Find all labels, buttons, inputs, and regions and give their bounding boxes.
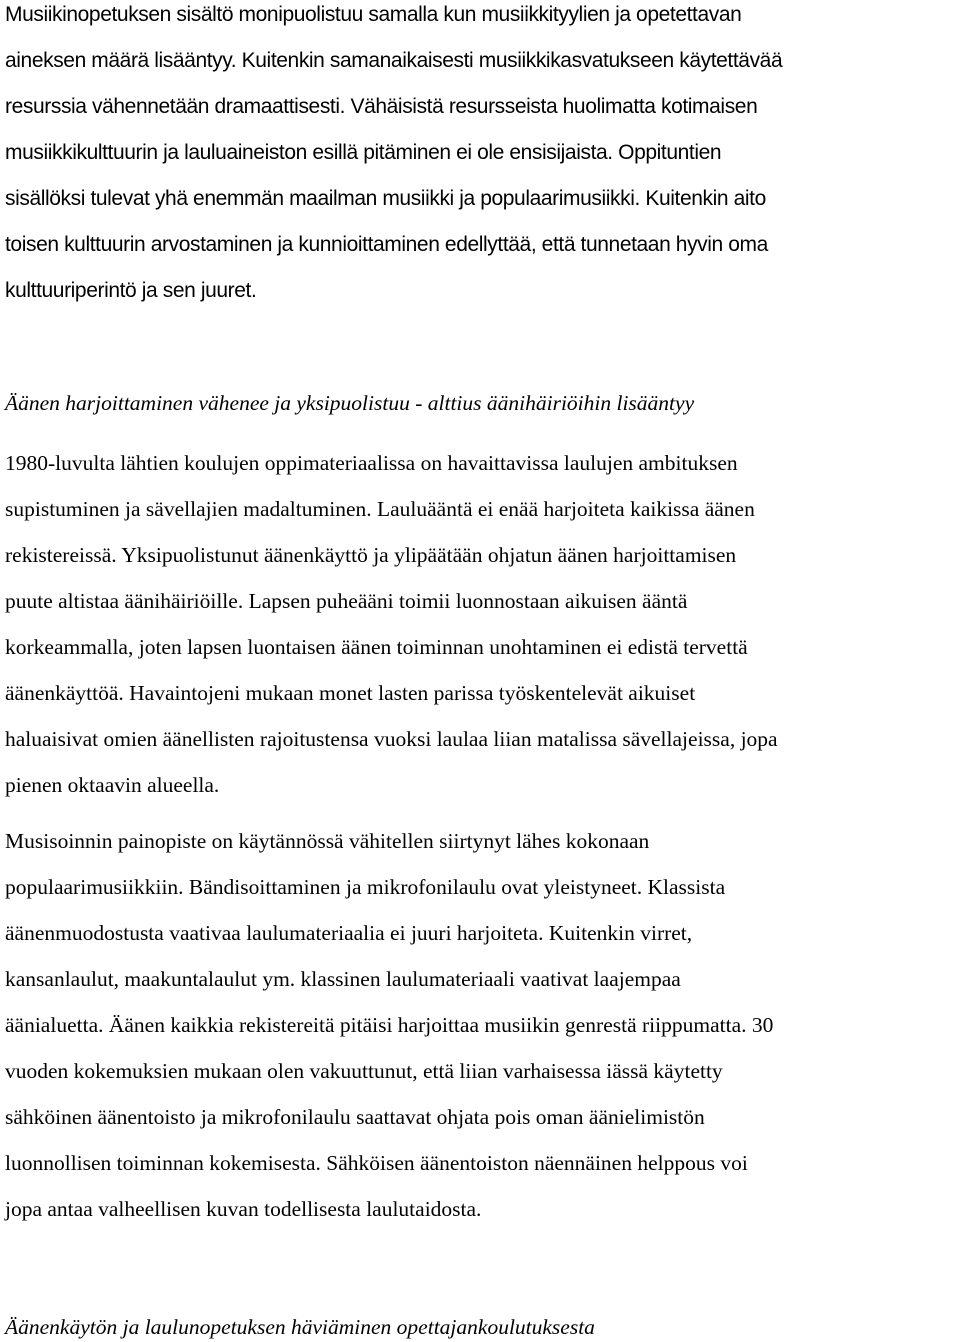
paragraph-line: luonnollisen toiminnan kokemisesta. Sähköisen äänentoiston näennäinen helppous voi	[5, 1151, 748, 1175]
paragraph-line: resurssia vähennetään dramaattisesti. Vähäisistä resursseista huolimatta kotimaisen	[5, 95, 758, 118]
paragraph-line: pienen oktaavin alueella.	[5, 773, 220, 797]
paragraph-line: toisen kulttuurin arvostaminen ja kunnioittaminen edellyttää, että tunnetaan hyvin oma	[5, 233, 768, 256]
paragraph-line: sisällöksi tulevat yhä enemmän maailman musiikki ja populaarimusiikki. Kuitenkin aito	[5, 187, 766, 210]
paragraph-line: supistuminen ja sävellajien madaltuminen. Lauluääntä ei enää harjoiteta kaikissa äänen	[5, 497, 755, 521]
paragraph-line: puute altistaa äänihäiriöille. Lapsen puheääni toimii luonnostaan aikuisen ääntä	[5, 589, 688, 613]
paragraph-line: äänenmuodostusta vaativaa laulumateriaalia ei juuri harjoiteta. Kuitenkin virret,	[5, 921, 693, 945]
paragraph-line: vuoden kokemuksien mukaan olen vakuuttunut, että liian varhaisessa iässä käytetty	[5, 1059, 723, 1083]
section-heading: Äänen harjoittaminen vähenee ja yksipuolistuu - alttius äänihäiriöihin lisääntyy	[5, 391, 695, 415]
paragraph-line: kulttuuriperintö ja sen juuret.	[5, 279, 257, 302]
paragraph-line: Musiikinopetuksen sisältö monipuolistuu samalla kun musiikkityylien ja opetettavan	[5, 3, 742, 26]
paragraph-popular-music	[5, 818, 773, 1232]
paragraph-line: musiikkikulttuurin ja lauluaineiston esillä pitäminen ei ole ensisijaista. Oppituntien	[5, 141, 722, 164]
paragraph-intro	[5, 0, 782, 314]
paragraph-line: populaarimusiikkiin. Bändisoittaminen ja mikrofonilaulu ovat yleistyneet. Klassista	[5, 875, 726, 899]
paragraph-line: Musisoinnin painopiste on käytännössä vähitellen siirtynyt lähes kokonaan	[5, 829, 650, 853]
paragraph-line: rekistereissä. Yksipuolistunut äänenkäyttö ja ylipäätään ohjatun äänen harjoittamisen	[5, 543, 737, 567]
paragraph-line: äänialuetta. Äänen kaikkia rekistereitä pitäisi harjoittaa musiikin genrestä riippumatta. 30	[5, 1013, 774, 1037]
paragraph-line: haluaisivat omien äänellisten rajoitustensa vuoksi laulaa liian matalissa sävellajeissa, jopa	[5, 727, 778, 751]
paragraph-line: sähköinen äänentoisto ja mikrofonilaulu saattavat ohjata pois oman äänielimistön	[5, 1105, 705, 1129]
paragraph-line: 1980-luvulta lähtien koulujen oppimateriaalissa on havaittavissa laulujen ambituksen	[5, 451, 738, 475]
paragraph-line: äänenkäyttöä. Havaintojeni mukaan monet lasten parissa työskentelevät aikuiset	[5, 681, 696, 705]
paragraph-line: jopa antaa valheellisen kuvan todellisesta laulutaidosta.	[5, 1197, 482, 1221]
paragraph-line: korkeammalla, joten lapsen luontaisen äänen toiminnan unohtaminen ei edistä tervettä	[5, 635, 748, 659]
paragraph-line: kansanlaulut, maakuntalaulut ym. klassinen laulumateriaali vaativat laajempaa	[5, 967, 681, 991]
paragraph-line: aineksen määrä lisääntyy. Kuitenkin samanaikaisesti musiikkikasvatukseen käytettävää	[5, 49, 783, 72]
section-heading: Äänenkäytön ja laulunopetuksen häviäminen opettajankoulutuksesta	[5, 1315, 595, 1339]
paragraph-voice-training	[5, 440, 778, 808]
